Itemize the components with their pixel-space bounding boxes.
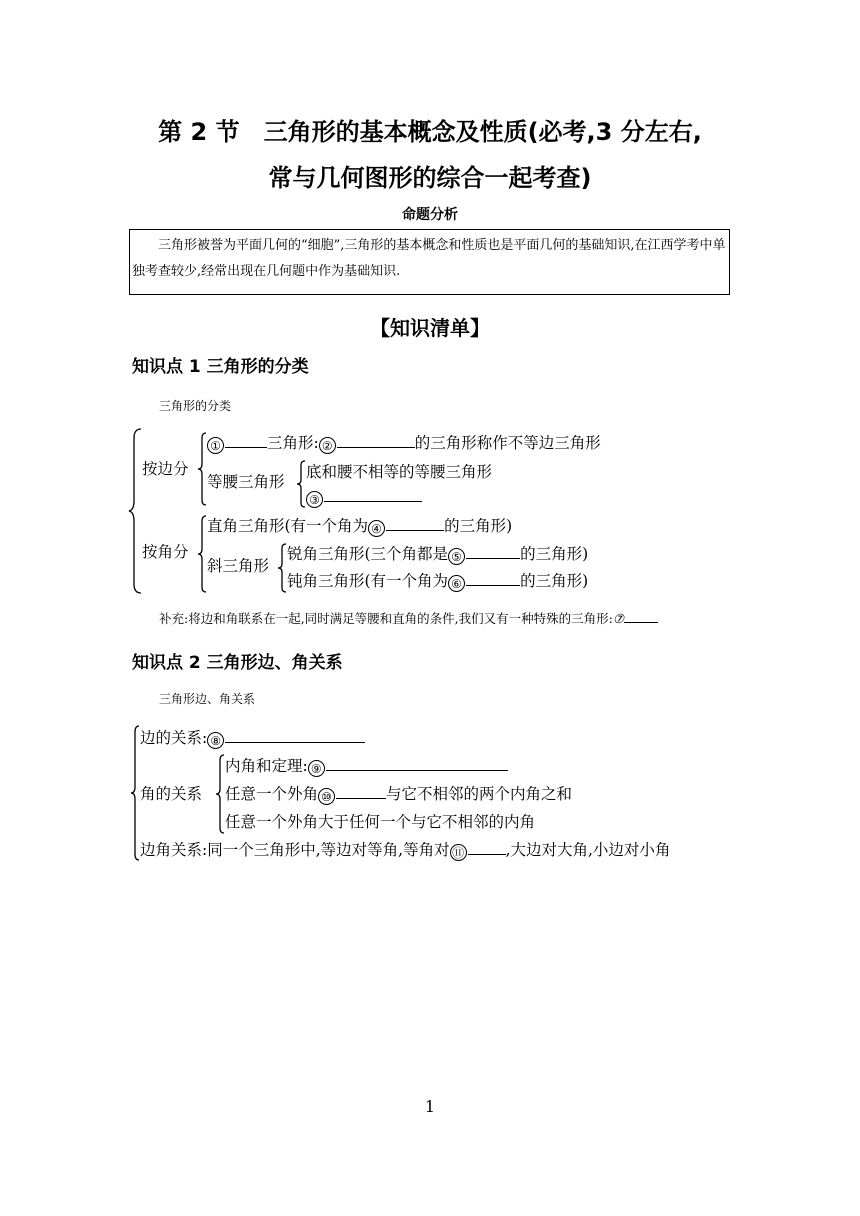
- circle-number-11: ⑪: [450, 844, 467, 861]
- analysis-heading: 命题分析: [402, 207, 458, 223]
- analysis-text: 三角形被誉为平面几何的“细胞”,三角形的基本概念和性质也是平面几何的基础知识,在江西学考中单独考查较少,经常出现在几何题中作为基础知识.: [132, 238, 726, 279]
- kp2-heading: 知识点 2 三角形边、角关系: [132, 653, 343, 673]
- brace-outer-kp2: [130, 725, 140, 861]
- blank-9[interactable]: [326, 756, 508, 771]
- acute-row: 锐角三角形(三个角都是 ⑤ 的三角形): [287, 545, 589, 564]
- blank-3[interactable]: [324, 487, 422, 502]
- brace-angle-relation: [215, 754, 225, 834]
- analysis-box: [129, 229, 730, 295]
- blank-2[interactable]: [337, 433, 415, 448]
- kp1-caption: 三角形的分类: [159, 399, 232, 413]
- circle-number-1: ①: [207, 437, 224, 454]
- blank-8[interactable]: [225, 728, 365, 743]
- obtuse-row: 钝角三角形(有一个角为 ⑥ 的三角形): [287, 572, 589, 591]
- by-angle-label: 按角分: [142, 543, 189, 561]
- blank-7[interactable]: [624, 611, 658, 623]
- section-title-line1: 第 2 节 三角形的基本概念及性质(必考,3 分左右,: [158, 118, 702, 146]
- blank-6[interactable]: [466, 571, 520, 586]
- section-title-line2: 常与几何图形的综合一起考查): [268, 164, 592, 192]
- brace-by-side: [197, 432, 207, 506]
- exterior-angle-row1: 任意一个外角 ⑩ 与它不相邻的两个内角之和: [225, 785, 573, 804]
- blank-4[interactable]: [386, 516, 444, 531]
- circle-number-7: ⑦: [612, 611, 625, 626]
- side-angle-relation-row: 边角关系:同一个三角形中,等边对等角,等角对 ⑪ ,大边对大角,小边对小角: [140, 841, 671, 860]
- brace-by-angle: [197, 515, 207, 593]
- isosceles-sub2: [306, 487, 422, 508]
- brace-outer-kp1: [128, 428, 142, 594]
- blank-5[interactable]: [466, 544, 520, 559]
- blank-11[interactable]: [468, 840, 506, 855]
- exterior-angle-row2: 任意一个外角大于任何一个与它不相邻的内角: [225, 813, 536, 831]
- circle-number-9: ⑨: [308, 760, 325, 777]
- isosceles-sub1: 底和腰不相等的等腰三角形: [306, 463, 493, 481]
- blank-1[interactable]: [225, 433, 267, 448]
- brace-oblique: [277, 543, 287, 593]
- knowledge-checklist-title: 【知识清单】: [370, 316, 490, 340]
- side-relation-row: 边的关系: ⑧: [140, 728, 365, 749]
- scalene-row: ① 三角形: ② 的三角形称作不等边三角形: [207, 433, 601, 454]
- circle-number-4: ④: [368, 520, 385, 537]
- oblique-label: 斜三角形: [207, 557, 270, 575]
- isosceles-label: 等腰三角形: [207, 473, 285, 491]
- blank-10[interactable]: [336, 784, 386, 799]
- circle-number-2: ②: [319, 437, 336, 454]
- page-number: 1: [424, 1097, 436, 1116]
- circle-number-10: ⑩: [318, 788, 335, 805]
- angle-relation-label: 角的关系: [140, 785, 203, 803]
- right-triangle-row: 直角三角形(有一个角为 ④ 的三角形): [207, 517, 513, 536]
- kp1-heading: 知识点 1 三角形的分类: [132, 357, 309, 377]
- kp2-caption: 三角形边、角关系: [159, 692, 256, 706]
- interior-angle-row: 内角和定理: ⑨: [225, 756, 508, 777]
- brace-isosceles: [296, 460, 306, 508]
- circle-number-8: ⑧: [207, 732, 224, 749]
- supplement-note: 补充:将边和角联系在一起,同时满足等腰和直角的条件,我们又有一种特殊的三角形:⑦: [159, 609, 658, 627]
- circle-number-5: ⑤: [448, 548, 465, 565]
- circle-number-6: ⑥: [448, 575, 465, 592]
- circle-number-3: ③: [306, 491, 323, 508]
- by-side-label: 按边分: [142, 460, 189, 478]
